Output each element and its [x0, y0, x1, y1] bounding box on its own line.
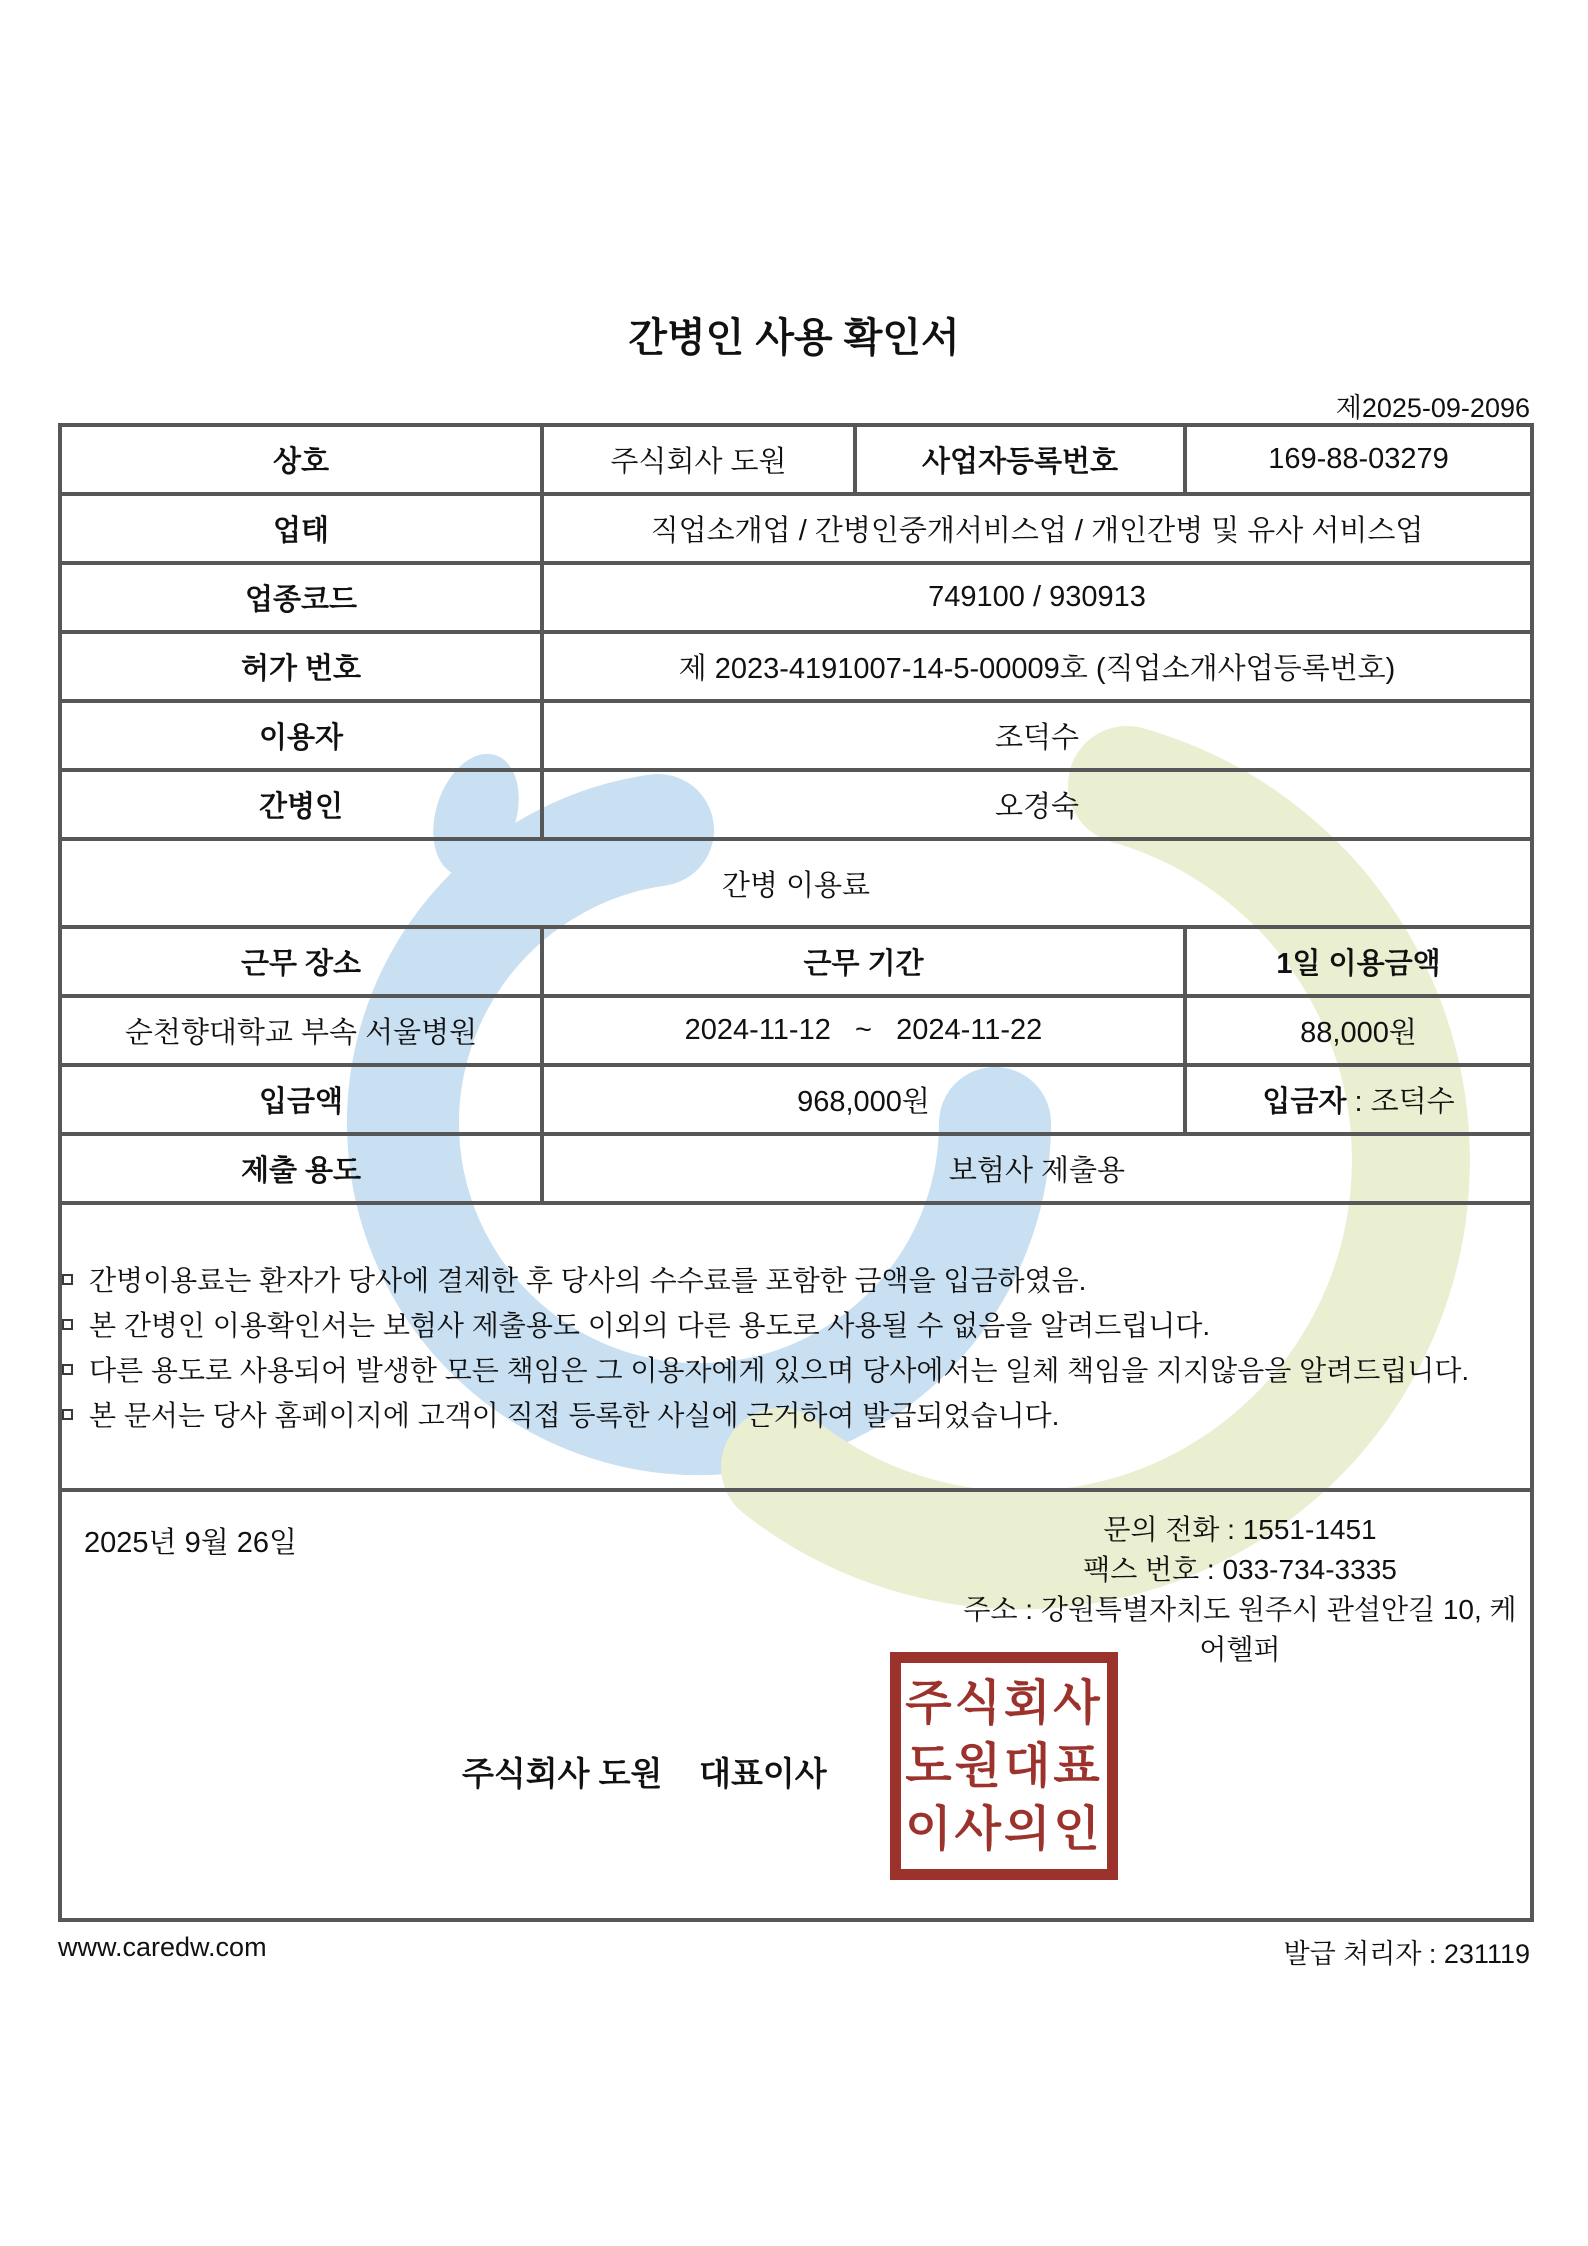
column-header-work-place: 근무 장소 [60, 927, 542, 996]
field-value-company: 주식회사 도원 [542, 425, 855, 494]
column-header-work-period: 근무 기간 [542, 927, 1185, 996]
table-row-fee-values [60, 996, 1532, 1065]
contact-block [950, 1510, 1530, 1670]
column-header-daily-fee: 1일 이용금액 [1185, 927, 1532, 996]
document-number: 제2025-09-2096 [1335, 393, 1530, 423]
field-label-industry-code: 업종코드 [60, 563, 542, 632]
table-row-fee-section-title [60, 839, 1532, 927]
contact-fax: 팩스 번호 : 033-734-3335 [1083, 1554, 1397, 1585]
note-line [62, 1392, 1530, 1437]
fee-section-title: 간병 이용료 [60, 839, 1532, 927]
table-row-industry-code [60, 563, 1532, 632]
signature-line: 주식회사 도원 대표이사 [462, 1755, 827, 1792]
field-label-business-type: 업태 [60, 494, 542, 563]
depositor-name: : 조덕수 [1346, 1086, 1455, 1118]
field-value-business-type: 직업소개업 / 간병인중개서비스업 / 개인간병 및 유사 서비스업 [542, 494, 1532, 563]
company-seal-stamp [890, 1652, 1118, 1880]
table-row-license-number [60, 632, 1532, 701]
field-value-work-period: 2024-11-12 ~ 2024-11-22 [542, 996, 1185, 1065]
square-bullet-icon [62, 1274, 73, 1285]
note-text: 본 문서는 당사 홈페이지에 고객이 직접 등록한 사실에 근거하여 발급되었습니다. [89, 1400, 1060, 1431]
note-line [62, 1257, 1530, 1302]
note-text: 본 간병인 이용확인서는 보험사 제출용도 이외의 다른 용도로 사용될 수 없음을 알려드립니다. [89, 1310, 1211, 1341]
table-row-company [60, 425, 1532, 494]
field-value-daily-fee: 88,000원 [1185, 996, 1532, 1065]
note-text: 다른 용도로 사용되어 발생한 모든 책임은 그 이용자에게 있으며 당사에서는 일체 책임을 지지않음을 알려드립니다. [89, 1355, 1470, 1386]
note-line [62, 1347, 1530, 1392]
field-value-license-number: 제 2023-4191007-14-5-00009호 (직업소개사업등록번호) [542, 632, 1532, 701]
field-value-depositor [1185, 1065, 1532, 1134]
field-label-user: 이용자 [60, 701, 542, 770]
table-row-purpose [60, 1134, 1532, 1203]
contact-address: 주소 : 강원특별자치도 원주시 관설안길 10, 케어헬퍼 [963, 1594, 1517, 1665]
page-footer [58, 1932, 1530, 1971]
field-value-deposit-amount: 968,000원 [542, 1065, 1185, 1134]
field-label-purpose: 제출 용도 [60, 1134, 542, 1203]
website-url: www.caredw.com [58, 1932, 267, 1962]
issue-cell [60, 1490, 1532, 1920]
stamp-text: 주식회사 [905, 1676, 1103, 1730]
stamp-text: 이사의인 [905, 1802, 1103, 1856]
field-value-work-place: 순천향대학교 부속 서울병원 [60, 996, 542, 1065]
depositor-label: 입금자 [1262, 1086, 1347, 1118]
field-label-business-number: 사업자등록번호 [855, 425, 1185, 494]
notes-cell [60, 1203, 1532, 1490]
field-value-purpose: 보험사 제출용 [542, 1134, 1532, 1203]
field-value-caregiver: 오경숙 [542, 770, 1532, 839]
table-row-issue [60, 1490, 1532, 1920]
table-row-business-type [60, 494, 1532, 563]
issuer-id: 발급 처리자 : 231119 [1283, 1939, 1530, 1969]
field-label-caregiver: 간병인 [60, 770, 542, 839]
table-row-deposit [60, 1065, 1532, 1134]
field-label-deposit-amount: 입금액 [60, 1065, 542, 1134]
table-row-caregiver [60, 770, 1532, 839]
field-label-company: 상호 [60, 425, 542, 494]
field-value-industry-code: 749100 / 930913 [542, 563, 1532, 632]
note-line [62, 1302, 1530, 1347]
field-value-user: 조덕수 [542, 701, 1532, 770]
square-bullet-icon [62, 1409, 73, 1420]
issue-date: 2025년 9월 26일 [84, 1527, 298, 1559]
stamp-text: 도원대표 [905, 1739, 1103, 1793]
note-text: 간병이용료는 환자가 당사에 결제한 후 당사의 수수료를 포함한 금액을 입금하였음. [89, 1265, 1087, 1296]
table-row-user [60, 701, 1532, 770]
table-row-notes [60, 1203, 1532, 1490]
square-bullet-icon [62, 1319, 73, 1330]
field-value-business-number: 169-88-03279 [1185, 425, 1532, 494]
confirmation-table [58, 423, 1534, 1922]
page-title: 간병인 사용 확인서 [628, 316, 960, 360]
square-bullet-icon [62, 1364, 73, 1375]
contact-phone: 문의 전화 : 1551-1451 [1103, 1514, 1377, 1545]
table-row-fee-headers [60, 927, 1532, 996]
field-label-license-number: 허가 번호 [60, 632, 542, 701]
